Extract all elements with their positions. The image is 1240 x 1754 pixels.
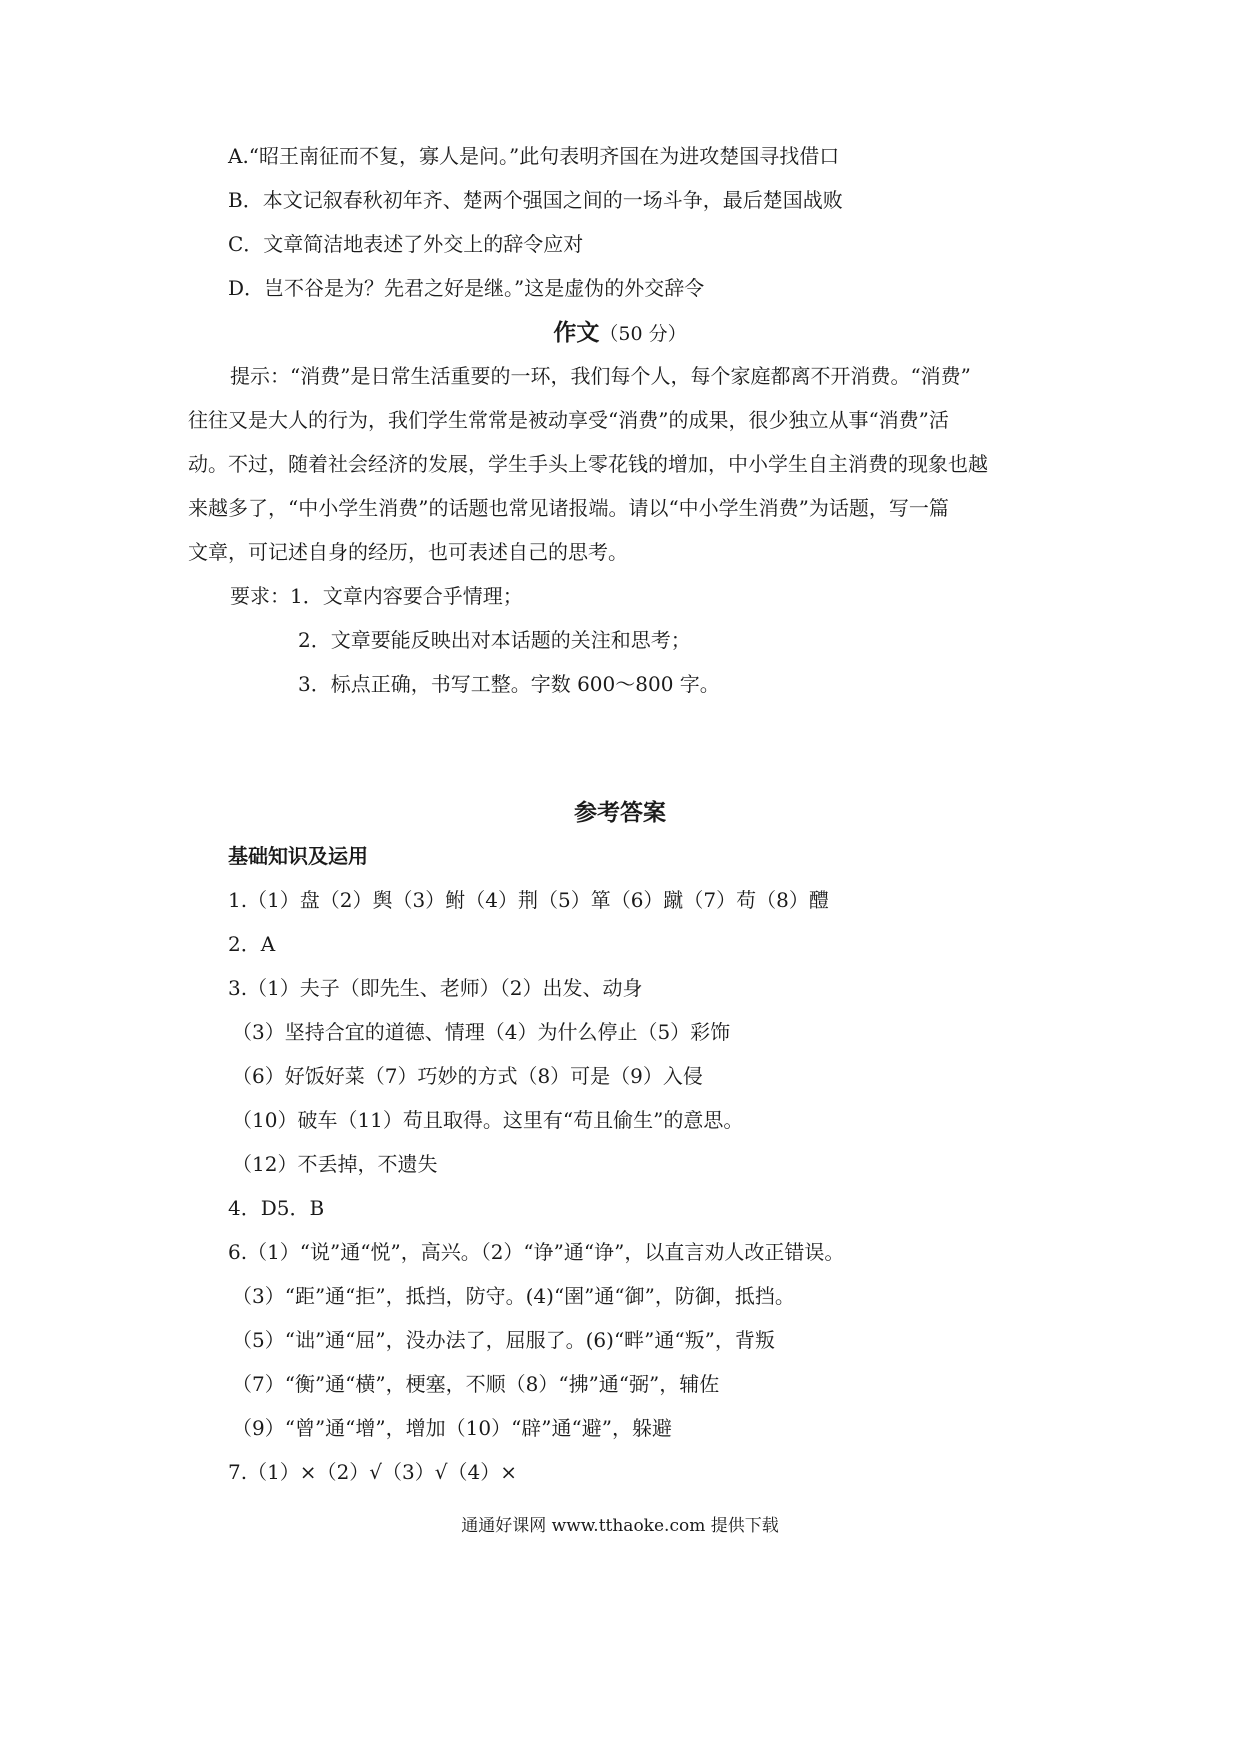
essay-prompt-line: 往往又是大人的行为，我们学生常常是被动享受“消费”的成果，很少独立从事“消费”活 bbox=[188, 408, 949, 432]
requirement-item: 2．文章要能反映出对本话题的关注和思考； bbox=[298, 628, 691, 652]
essay-prompt-line: 文章，可记述自身的经历，也可表述自己的思考。 bbox=[188, 540, 628, 564]
essay-score: （50 分） bbox=[599, 323, 687, 345]
essay-prompt-line: 提示：“消费”是日常生活重要的一环，我们每个人，每个家庭都离不开消费。“消费” bbox=[230, 364, 971, 388]
essay-heading bbox=[0, 318, 1240, 349]
answers-section-heading: 基础知识及运用 bbox=[228, 844, 368, 868]
answer-line: 1.（1）盘（2）舆（3）鲋（4）荆（5）箪（6）蹴（7）苟（8）醴 bbox=[228, 888, 829, 912]
essay-prompt-line: 来越多了，“中小学生消费”的话题也常见诸报端。请以“中小学生消费”为话题，写一篇 bbox=[188, 496, 949, 520]
answer-line: 7.（1）×（2）√（3）√（4）× bbox=[228, 1460, 517, 1484]
answer-line: 2．A bbox=[228, 932, 276, 956]
answer-line: （7）“衡”通“横”，梗塞，不顺（8）“拂”通“弼”，辅佐 bbox=[232, 1372, 720, 1396]
answer-line: （3）“距”通“拒”，抵挡，防守。(4)“圉”通“御”，防御，抵挡。 bbox=[232, 1284, 795, 1308]
option-c: C．文章简洁地表述了外交上的辞令应对 bbox=[228, 232, 584, 256]
page-footer: 通通好课网 www.tthaoke.com 提供下载 bbox=[461, 1516, 779, 1536]
answer-line: 3.（1）夫子（即先生、老师）（2）出发、动身 bbox=[228, 976, 643, 1000]
requirement-item: 要求：1．文章内容要合乎情理； bbox=[230, 584, 523, 608]
answer-line: （9）“曾”通“增”，增加（10）“辟”通“避”，躲避 bbox=[232, 1416, 672, 1440]
answer-line: 6.（1）“说”通“悦”，高兴。（2）“诤”通“诤”，以直言劝人改正错误。 bbox=[228, 1240, 845, 1264]
option-b: B．本文记叙春秋初年齐、楚两个强国之间的一场斗争，最后楚国战败 bbox=[228, 188, 843, 212]
option-d: D．岂不谷是为？先君之好是继。”这是虚伪的外交辞令 bbox=[228, 276, 705, 300]
answer-line: （3）坚持合宜的道德、情理（4）为什么停止（5）彩饰 bbox=[232, 1020, 731, 1044]
essay-title: 作文 bbox=[553, 320, 600, 346]
answer-line: （6）好饭好菜（7）巧妙的方式（8）可是（9）入侵 bbox=[232, 1064, 703, 1088]
answer-line: 4．D5．B bbox=[228, 1196, 325, 1220]
option-a: A.“昭王南征而不复，寡人是问。”此句表明齐国在为进攻楚国寻找借口 bbox=[228, 144, 840, 168]
answer-line: （5）“诎”通“屈”，没办法了，屈服了。(6)“畔”通“叛”，背叛 bbox=[232, 1328, 775, 1352]
answers-heading: 参考答案 bbox=[574, 800, 666, 826]
essay-prompt-line: 动。不过，随着社会经济的发展，学生手头上零花钱的增加，中小学生自主消费的现象也越 bbox=[188, 452, 988, 476]
answer-line: （10）破车（11）苟且取得。这里有“苟且偷生”的意思。 bbox=[232, 1108, 744, 1132]
answer-line: （12）不丢掉，不遗失 bbox=[232, 1152, 438, 1176]
requirement-item: 3．标点正确，书写工整。字数 600～800 字。 bbox=[298, 672, 720, 696]
